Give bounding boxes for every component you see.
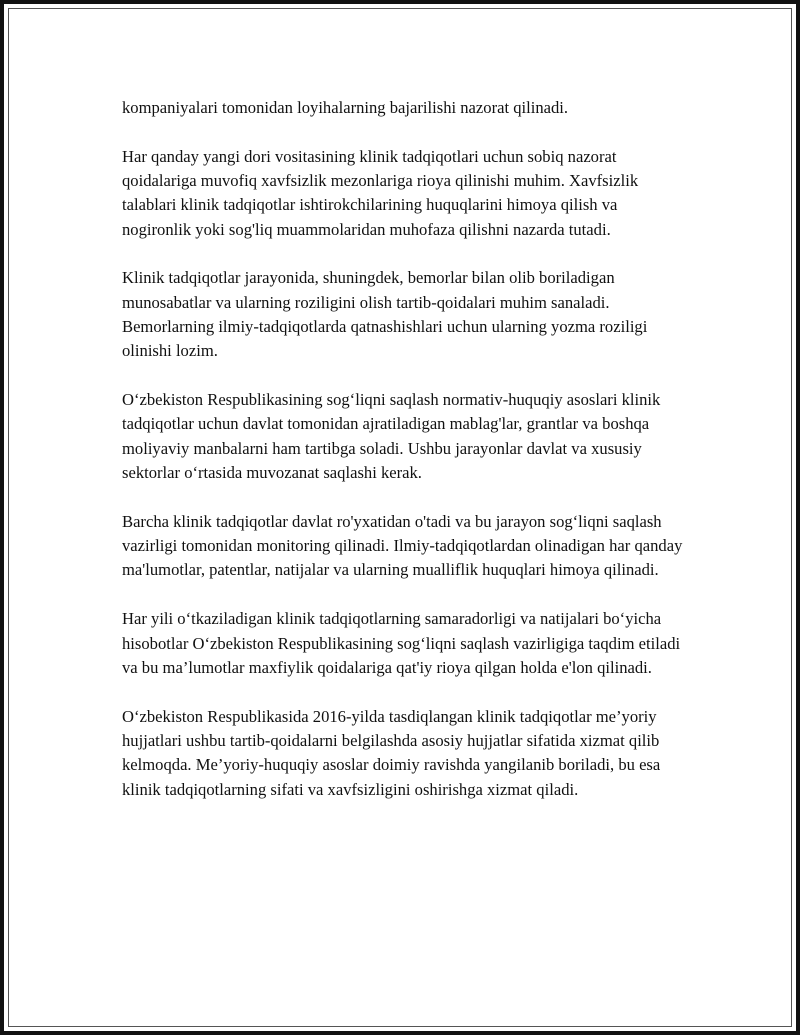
document-body [122,96,688,826]
paragraph-6: Har yili o‘tkaziladigan klinik tadqiqotlarning samaradorligi va natijalari bo‘yicha hisobotlar O‘zbekiston Respublikasining sog‘liqni saqlash vazirligiga taqdim etiladi va bu ma’lumotlar maxfiylik qoidalariga qat'iy rioya qilgan holda e'lon qilinadi. [122,609,681,677]
paragraph-5: Barcha klinik tadqiqotlar davlat ro'yxatidan o'tadi va bu jarayon sog‘liqni saqlash vazirligi tomonidan monitoring qilinadi. Ilmiy-tadqiqotlardan olinadigan har qanday ma'lumotlar, patentlar, natijalar va ularning mualliflik huquqlari himoya qilinadi. [122,511,683,580]
paragraph-2: Har qanday yangi dori vositasining klinik tadqiqotlari uchun sobiq nazorat qoidalariga muvofiq xavfsizlik mezonlariga rioya qilinishi muhim. Xavfsizlik talablari klinik tadqiqotlar ishtirokchilarining huquqlarini himoya qilish va nogironlik yoki sog'liq muammolaridan muhofaza qilishni nazarda tutadi. [122,146,639,239]
paragraph-7: O‘zbekiston Respublikasida 2016-yilda tasdiqlangan klinik tadqiqotlar me’yoriy hujjatlari ushbu tartib-qoidalarni belgilashda asosiy hujjatlar sifatida xizmat qilib kelmoqda. Me’yoriy-huquqiy asoslar doimiy ravishda yangilanib boriladi, bu esa klinik tadqiqotlarning sifati va xavfsizligini oshirishga xizmat qiladi. [122,706,661,799]
paragraph-1: kompaniyalari tomonidan loyihalarning bajarilishi nazorat qilinadi. [122,98,569,117]
paragraph-3: Klinik tadqiqotlar jarayonida, shuningdek, bemorlar bilan olib boriladigan munosabatlar va ularning roziligini olish tartib-qoidalari muhim sanaladi. Bemorlarning ilmiy-tadqiqotlarda qatnashishlari uchun ularning yozma roziligi olinishi lozim. [122,268,648,361]
paragraph-4: O‘zbekiston Respublikasining sog‘liqni saqlash normativ-huquqiy asoslari klinik tadqiqotlar uchun davlat tomonidan ajratiladigan mablag'lar, grantlar va boshqa moliyaviy manbalarni ham tartibga soladi. Ushbu jarayonlar davlat va xususiy sektorlar o‘rtasida muvozanat saqlashi kerak. [122,390,661,483]
